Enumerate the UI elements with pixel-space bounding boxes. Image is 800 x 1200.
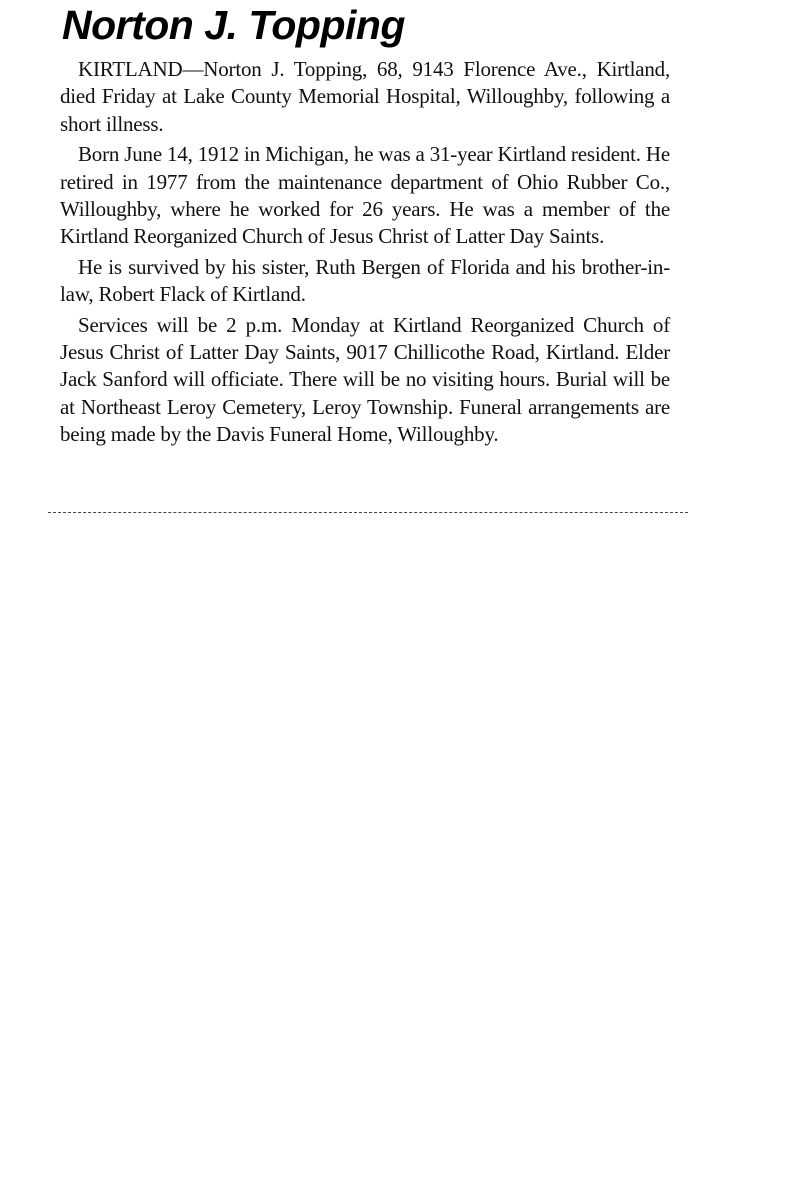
obituary-clipping <box>60 0 670 452</box>
paragraph-services: Services will be 2 p.m. Monday at Kirtland Reorganized Church of Jesus Christ of Latter Day Saints, 9017 Chillicothe Road, Kirtland. Elder Jack Sanford will officiate. There will be no visiting hours. Burial will be at Northeast Leroy Cemetery, Leroy Township. Funeral arrangements are being made by the Davis Funeral Home, Willoughby. <box>60 312 670 447</box>
paragraph-intro: KIRTLAND—Norton J. Topping, 68, 9143 Florence Ave., Kirtland, died Friday at Lake County Memorial Hospital, Willoughby, following a short illness. <box>60 57 670 136</box>
paragraph-survivors: He is survived by his sister, Ruth Bergen of Florida and his brother-in-law, Robert Flack of Kirtland. <box>60 254 670 307</box>
headline: Norton J. Topping <box>62 2 405 48</box>
column-divider <box>48 512 688 513</box>
paragraph-biography: Born June 14, 1912 in Michigan, he was a 31-year Kirtland resident. He retired in 1977 from the maintenance department of Ohio Rubber Co., Willoughby, where he worked for 26 years. He was a member of the Kirtland Reorganized Church of Jesus Christ of Latter Day Saints. <box>60 142 670 249</box>
